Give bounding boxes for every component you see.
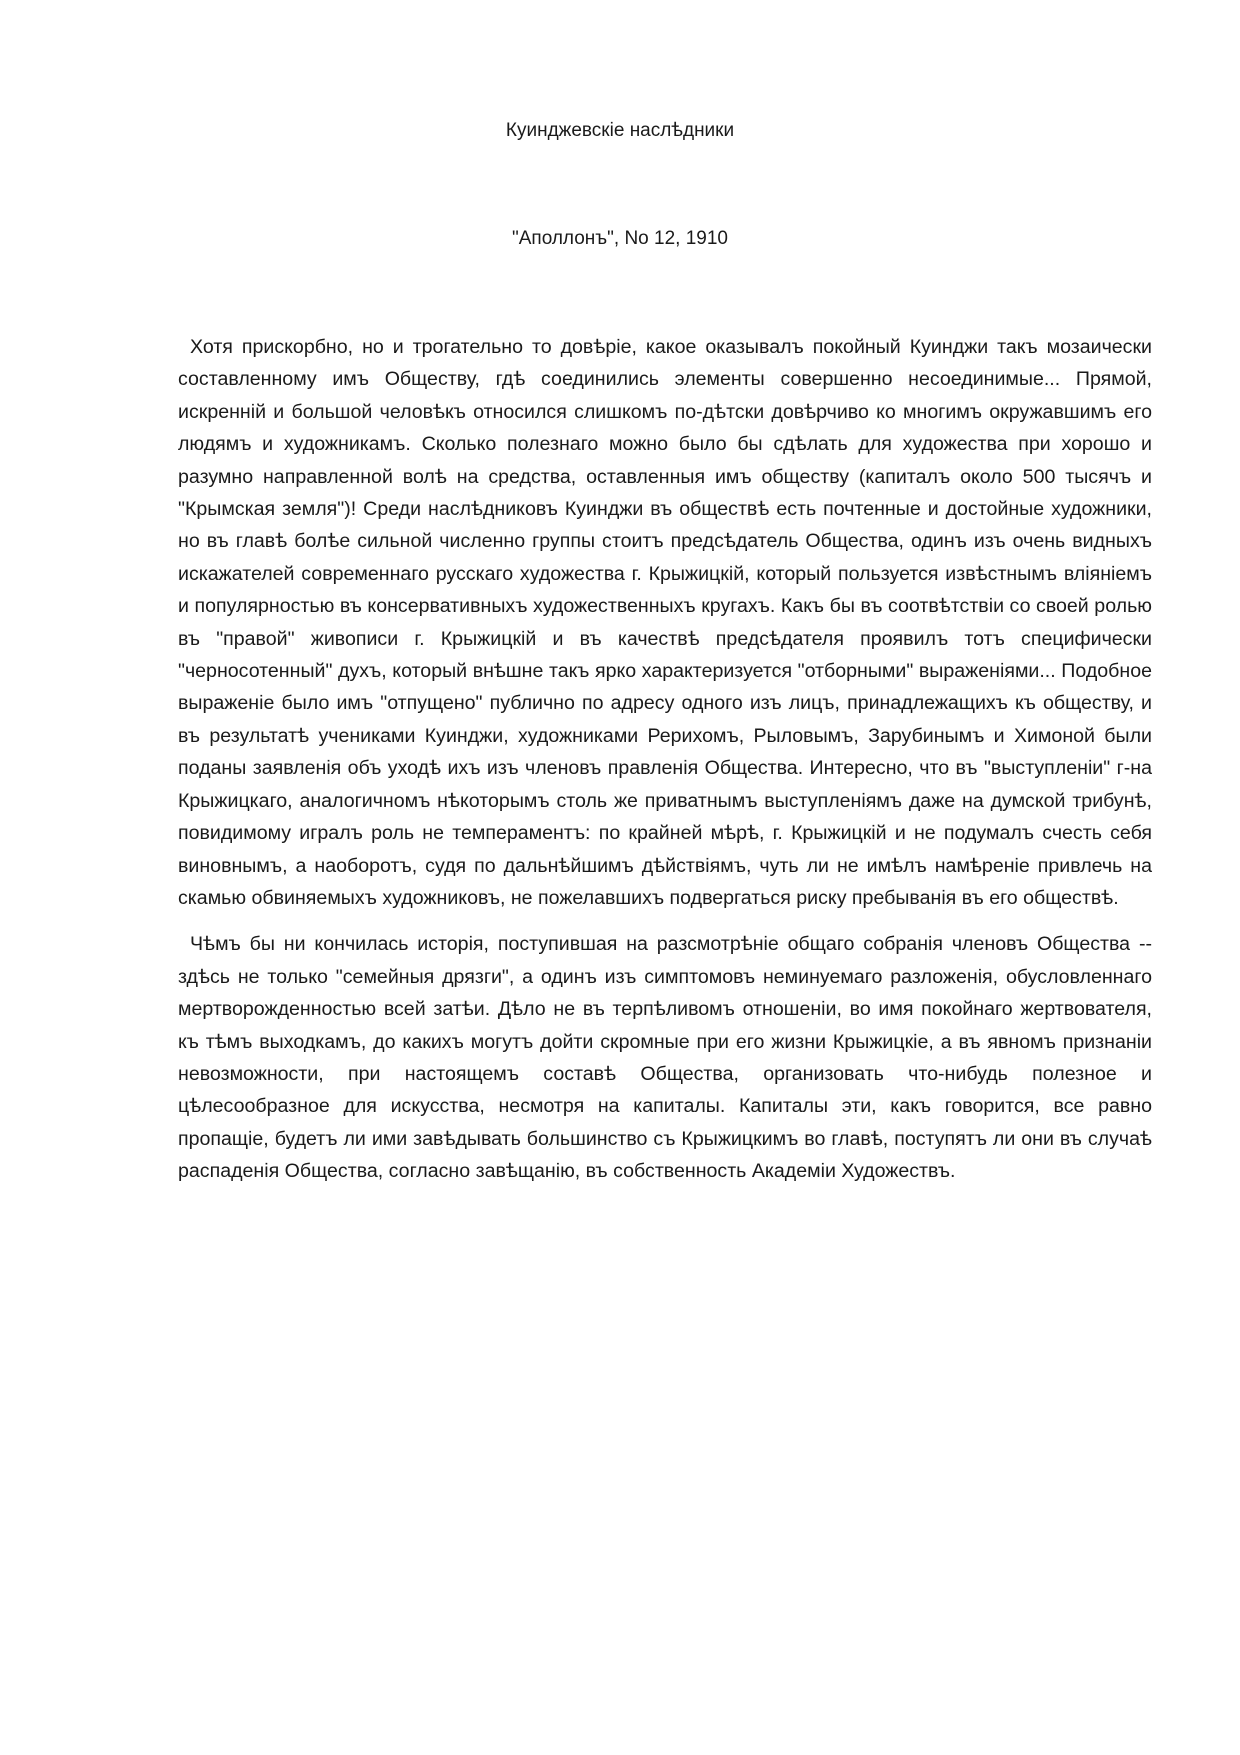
paragraph-1: Хотя прискорбно, но и трогательно то довѣріе, какое оказывалъ покойный Куинджи такъ мозаически составленному имъ Обществу, гдѣ соединились элементы совершенно несоединимые... Прямой, искренній и большой человѣкъ относился слишкомъ по-дѣтски довѣрчиво ко многимъ окружавшимъ его людямъ и художникамъ. Сколько полезнаго можно было бы сдѣлать для художества при хорошо и разумно направленной волѣ на средства, оставленныя имъ обществу (капиталъ около 500 тысячъ и "Крымская земля")! Среди наслѣдниковъ Куинджи въ обществѣ есть почтенные и достойные художники, но въ главѣ болѣе сильной численно группы стоитъ предсѣдатель Общества, одинъ изъ очень видныхъ искажателей современнаго русскаго художества г. Крыжицкій, который пользуется извѣстнымъ вліяніемъ и популярностью въ консервативныхъ художественныхъ кругахъ. Какъ бы въ соотвѣтствіи со своей ролью въ "правой" живописи г. Крыжицкій и въ качествѣ предсѣдателя проявилъ тотъ специфически "черносотенный" духъ, который внѣшне такъ ярко характеризуется "отборными" выраженіями... Подобное выраженіе было имъ "отпущено" публично по адресу одного изъ лицъ, принадлежащихъ къ обществу, и въ результатѣ учениками Куинджи, художниками Рерихомъ, Рыловымъ, Зарубинымъ и Химоной были поданы заявленія объ уходѣ ихъ изъ членовъ правленія Общества. Интересно, что въ "выступленіи" г-на Крыжицкаго, аналогичномъ нѣкоторымъ столь же приватнымъ выступленіямъ даже на думской трибунѣ, повидимому игралъ роль не темпераментъ: по крайней мѣрѣ, г. Крыжицкій и не подумалъ счесть себя виновнымъ, а наоборотъ, судя по дальнѣйшимъ дѣйствіямъ, чуть ли не имѣлъ намѣреніе привлечь на скамью обвиняемыхъ художниковъ, не пожелавшихъ подвергаться риску пребыванія въ его обществѣ. bbox=[178, 336, 1152, 909]
publication-source: "Аполлонъ", No 12, 1910 bbox=[511, 228, 728, 249]
paragraph-2: Чѣмъ бы ни кончилась исторія, поступившая на разсмотрѣніе общаго собранія членовъ Общества -- здѣсь не только "семейныя дрязги", а одинъ изъ симптомовъ неминуемаго разложенія, обусловленнаго мертворожденностью всей затѣи. Дѣло не въ терпѣливомъ отношеніи, во имя покойнаго жертвователя, къ тѣмъ выходкамъ, до какихъ могутъ дойти скромные при его жизни Крыжицкіе, а въ явномъ признаніи невозможности, при настоящемъ составѣ Общества, организовать что-нибудь полезное и цѣлесообразное для искусства, несмотря на капиталы. Капиталы эти, какъ говорится, все равно пропащіе, будетъ ли ими завѣдывать большинство съ Крыжицкимъ во главѣ, поступятъ ли они въ случаѣ распаденія Общества, согласно завѣщанію, въ собственность Академіи Художествъ. bbox=[178, 933, 1152, 1183]
article-body bbox=[178, 331, 1152, 1188]
document-title: Куинджевскіе наслѣдники bbox=[505, 120, 735, 141]
